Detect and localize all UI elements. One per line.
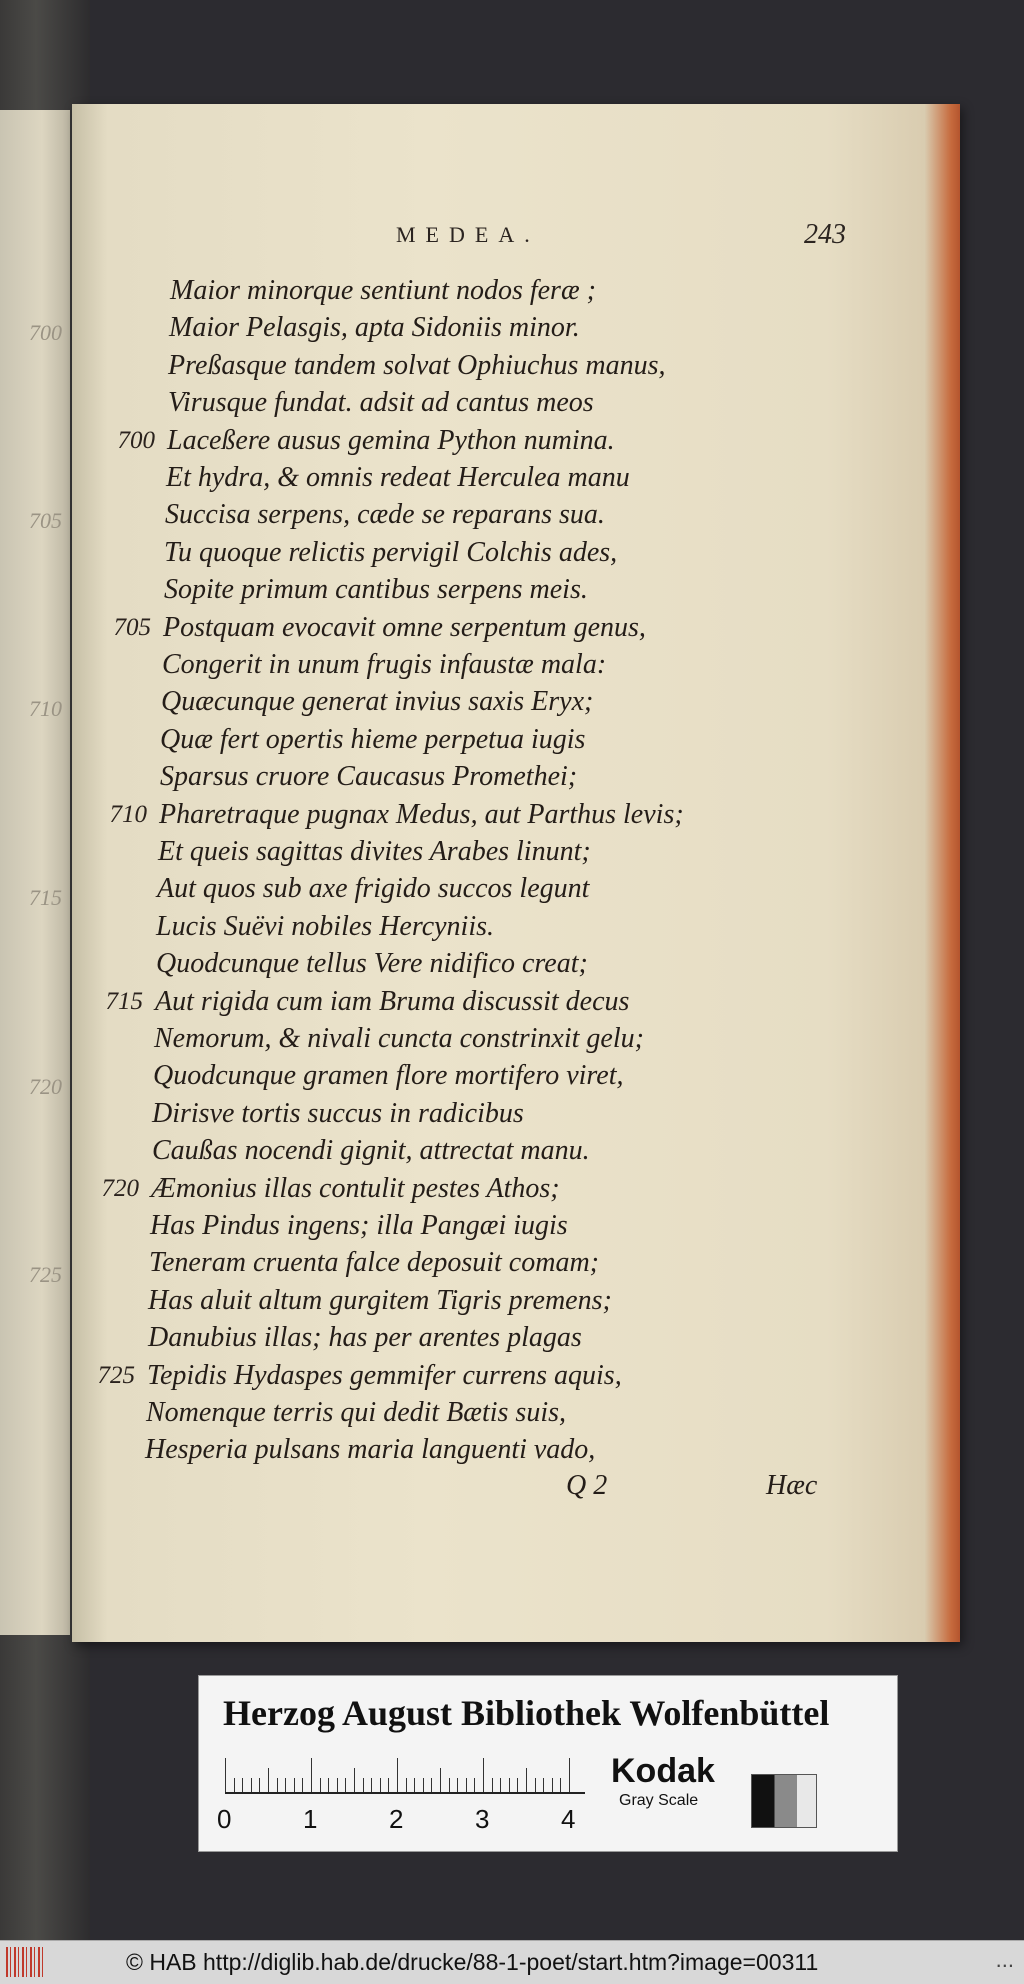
ruler-tick xyxy=(234,1778,235,1792)
verse-line: Tepidis Hydaspes gemmifer currens aquis, xyxy=(147,1360,622,1391)
verse-line: Et hydra, & omnis redeat Herculea manu xyxy=(166,462,630,493)
verse-line: Virusque fundat. adsit ad cantus meos xyxy=(168,387,594,418)
page-number: 243 xyxy=(804,219,846,250)
verse-line: Nemorum, & nivali cuncta constrinxit gelu; xyxy=(154,1023,644,1054)
hab-logo-icon xyxy=(6,1947,46,1977)
verse-line: Preßasque tandem solvat Ophiuchus manus, xyxy=(168,350,666,381)
verse-line: Laceßere ausus gemina Python numina. xyxy=(167,425,615,456)
verse-line: Quæ fert opertis hieme perpetua iugis xyxy=(160,724,586,755)
viewer-footer xyxy=(0,1940,1024,1984)
ruler-tick xyxy=(535,1778,536,1792)
verse-line: Aut rigida cum iam Bruma discussit decus xyxy=(155,986,630,1017)
kodak-logo: Kodak xyxy=(611,1752,715,1790)
measurement-ruler xyxy=(225,1756,585,1794)
ruler-tick xyxy=(251,1778,252,1792)
verse-line: Dirisve tortis succus in radicibus xyxy=(152,1098,524,1129)
catchword: Hæc xyxy=(766,1470,818,1501)
ruler-tick xyxy=(337,1778,338,1792)
verse-line: Hesperia pulsans maria languenti vado, xyxy=(145,1434,596,1465)
ruler-tick xyxy=(371,1778,372,1792)
ruler-tick xyxy=(500,1778,501,1792)
bleed-through-line-number: 705 xyxy=(29,508,62,533)
ruler-tick xyxy=(268,1768,269,1792)
ruler-tick xyxy=(552,1778,553,1792)
ruler-tick xyxy=(397,1758,398,1792)
ruler-tick xyxy=(457,1778,458,1792)
verse-line: Quodcunque tellus Vere nidifico creat; xyxy=(156,948,588,979)
ruler-tick xyxy=(569,1758,570,1792)
ruler-tick xyxy=(354,1768,355,1792)
ruler-tick xyxy=(320,1778,321,1792)
verse-line: Quæcunque generat invius saxis Eryx; xyxy=(161,686,594,717)
running-header: MEDEA. xyxy=(396,222,540,247)
bleed-through-line-number: 710 xyxy=(29,696,62,721)
bleed-through-line-number: 715 xyxy=(29,885,62,910)
ruler-tick xyxy=(345,1778,346,1792)
ruler-tick xyxy=(277,1778,278,1792)
verse-line: Maior Pelasgis, apta Sidoniis minor. xyxy=(169,312,580,343)
signature-mark: Q 2 xyxy=(566,1470,608,1501)
ruler-tick xyxy=(483,1758,484,1792)
verse-line: Et queis sagittas divites Arabes linunt; xyxy=(158,836,591,867)
line-number: 710 xyxy=(109,801,147,828)
ruler-tick xyxy=(423,1778,424,1792)
verse-line: Has Pindus ingens; illa Pangæi iugis xyxy=(150,1210,568,1241)
verse-line: Danubius illas; has per arentes plagas xyxy=(148,1322,582,1353)
verse-line: Lucis Suëvi nobiles Hercyniis. xyxy=(156,911,495,942)
ruler-tick xyxy=(388,1778,389,1792)
verse-line: Congerit in unum frugis infaustæ mala: xyxy=(162,649,607,680)
bleed-through-line-number: 725 xyxy=(29,1262,62,1287)
ruler-tick xyxy=(440,1768,441,1792)
line-number: 705 xyxy=(113,614,151,641)
ruler-tick xyxy=(414,1778,415,1792)
ruler-tick xyxy=(363,1778,364,1792)
color-target-card xyxy=(198,1675,898,1852)
ruler-tick xyxy=(449,1778,450,1792)
line-number: 715 xyxy=(105,988,143,1015)
ruler-digit: 4 xyxy=(561,1804,576,1834)
previous-page-edge xyxy=(0,110,70,1635)
verse-line: Nomenque terris qui dedit Bætis suis, xyxy=(146,1397,566,1428)
ruler-digit: 3 xyxy=(475,1804,490,1834)
line-number: 700 xyxy=(117,427,155,454)
verse-line: Pharetraque pugnax Medus, aut Parthus levis; xyxy=(159,799,684,830)
ruler-tick xyxy=(311,1758,312,1792)
bleed-through-line-number: 700 xyxy=(29,320,62,345)
line-number: 725 xyxy=(97,1362,135,1389)
ruler-tick xyxy=(509,1778,510,1792)
verse-line: Sparsus cruore Caucasus Promethei; xyxy=(160,761,578,792)
ruler-digit: 2 xyxy=(389,1804,404,1834)
verse-line: Æmonius illas contulit pestes Athos; xyxy=(151,1173,560,1204)
ruler-tick xyxy=(225,1758,226,1792)
verse-line: Succisa serpens, cæde se reparans sua. xyxy=(165,499,605,530)
verse-line: Maior minorque sentiunt nodos feræ ; xyxy=(170,275,596,306)
ruler-tick xyxy=(517,1778,518,1792)
ruler-tick xyxy=(466,1778,467,1792)
ruler-tick xyxy=(242,1778,243,1792)
verse-line: Caußas nocendi gignit, attrectat manu. xyxy=(152,1135,590,1166)
ruler-tick xyxy=(492,1778,493,1792)
more-options-icon[interactable]: ... xyxy=(995,1947,1014,1972)
gray-scale-label: Gray Scale xyxy=(619,1792,699,1809)
ruler-tick xyxy=(526,1768,527,1792)
verse-line: Teneram cruenta falce deposuit comam; xyxy=(149,1247,599,1278)
ruler-tick xyxy=(285,1778,286,1792)
verse-line: Postquam evocavit omne serpentum genus, xyxy=(163,612,646,643)
ruler-tick xyxy=(543,1778,544,1792)
bleed-through-line-number: 720 xyxy=(29,1074,62,1099)
ruler-digit: 0 xyxy=(217,1804,232,1834)
ruler-tick xyxy=(560,1778,561,1792)
gray-swatch xyxy=(751,1774,817,1828)
source-url-link[interactable]: © HAB http://diglib.hab.de/drucke/88-1-poet/start.htm?image=00311 xyxy=(126,1949,819,1975)
verse-line: Quodcunque gramen flore mortifero viret, xyxy=(153,1060,624,1091)
ruler-tick xyxy=(294,1778,295,1792)
ruler-tick xyxy=(259,1778,260,1792)
ruler-tick xyxy=(302,1778,303,1792)
ruler-tick xyxy=(406,1778,407,1792)
verse-line: Aut quos sub axe frigido succos legunt xyxy=(157,873,590,904)
ruler-tick xyxy=(328,1778,329,1792)
verse-line: Has aluit altum gurgitem Tigris premens; xyxy=(148,1285,612,1316)
verse-line: Sopite primum cantibus serpens meis. xyxy=(164,574,588,605)
verse-line: Tu quoque relictis pervigil Colchis ades, xyxy=(164,537,618,568)
ruler-digit: 1 xyxy=(303,1804,318,1834)
ruler-tick xyxy=(474,1778,475,1792)
ruler-tick xyxy=(431,1778,432,1792)
line-number: 720 xyxy=(101,1175,139,1202)
ruler-tick xyxy=(380,1778,381,1792)
library-name: Herzog August Bibliothek Wolfenbüttel xyxy=(223,1693,830,1733)
